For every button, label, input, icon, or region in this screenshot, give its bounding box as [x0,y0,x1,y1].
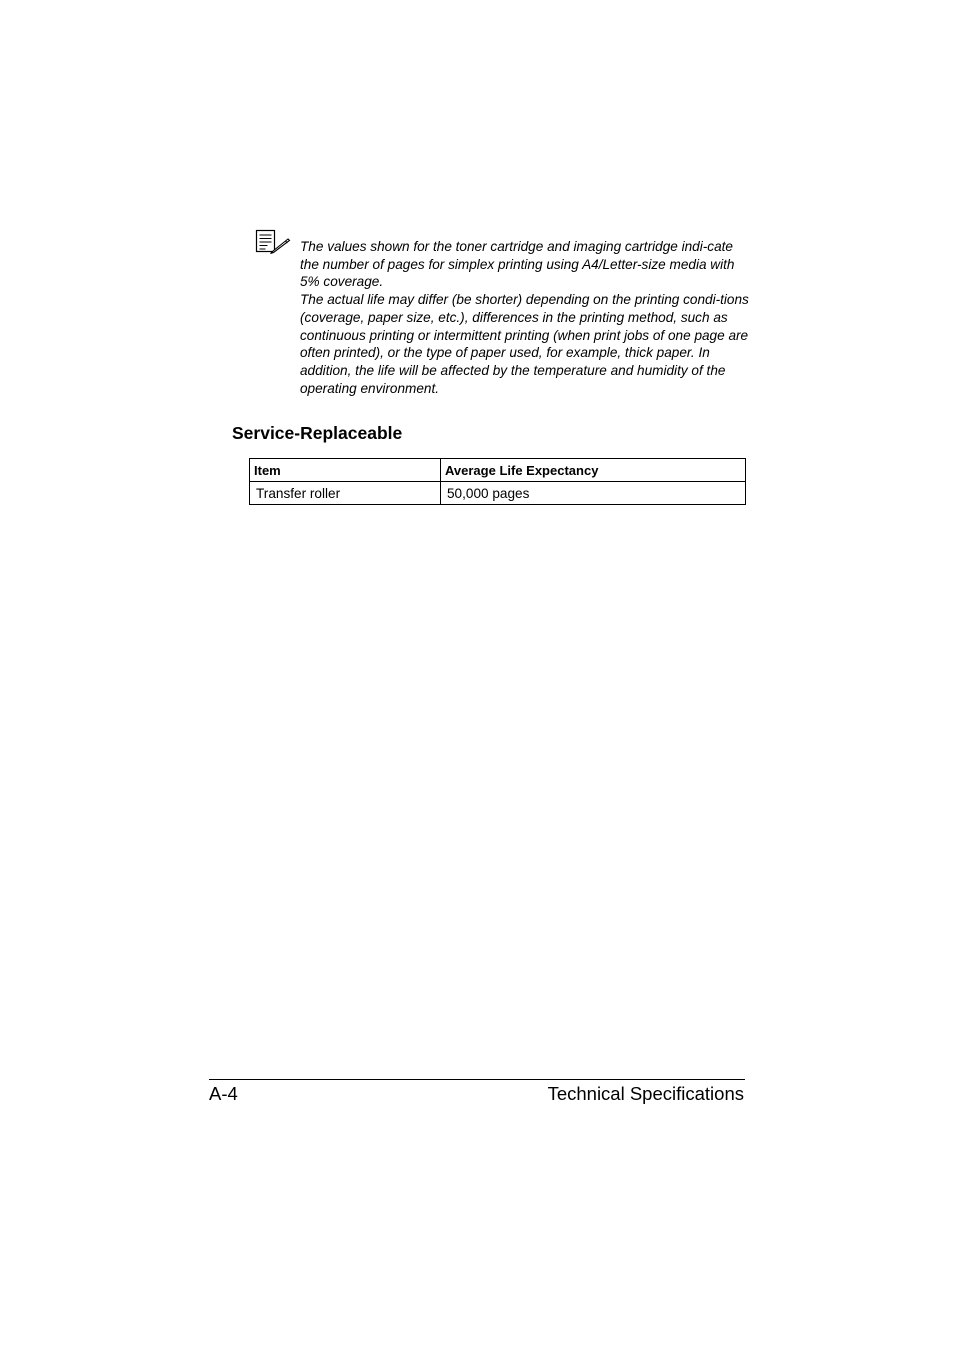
life-expectancy-table [249,458,746,505]
table-header-row [250,459,746,482]
table-header-item: Item [250,459,441,482]
chapter-title: Technical Specifications [547,1083,744,1104]
table-row [250,482,746,505]
table-cell-item: Transfer roller [250,482,441,505]
section-title: Service-Replaceable [232,423,403,443]
footer-divider [209,1079,745,1080]
note-text [300,238,752,397]
note-paragraph-2: The actual life may differ (be shorter) depending on the printing condi-tions (coverage, paper size, etc.), differences in the printing method, such as continuous printing or intermittent printing (when print jobs of one page are often printed), or the type of paper used, for example, thick paper. In addition, the life will be affected by the temperature and humidity of the operating environment. [300,292,749,396]
note-pencil-icon [255,229,291,255]
page-number: A-4 [209,1083,238,1104]
table-cell-life: 50,000 pages [441,482,746,505]
table-header-life: Average Life Expectancy [441,459,746,482]
note-paragraph-1: The values shown for the toner cartridge and imaging cartridge indi-cate the number of pages for simplex printing using A4/Letter-size media with 5% coverage. [300,239,735,290]
